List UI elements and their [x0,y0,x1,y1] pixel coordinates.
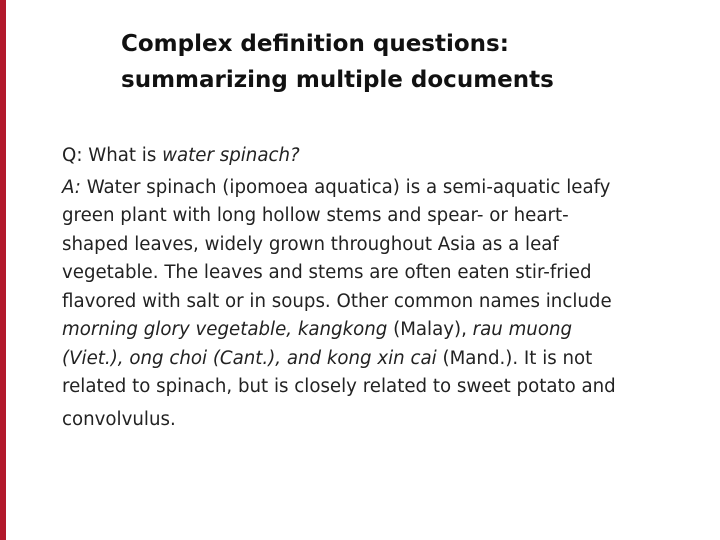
question-line [62,142,662,171]
answer-line-9: convolvulus. [62,408,176,430]
answer-line-4: vegetable. The leaves and stems are often eaten stir-fried [62,262,592,283]
question-text: What is [82,145,163,166]
slide-title [121,26,681,98]
slide-title-line-2: summarizing multiple documents [121,67,554,93]
answer-line-6-italic-a: morning glory vegetable, kangkong [62,319,388,340]
answer-line-6-plain: (Malay), [387,319,473,340]
answer-line-3: shaped leaves, widely grown throughout Asia as a leaf [62,233,559,255]
question-prefix: Q: [62,145,83,166]
answer-line-6-italic-b: rau muong [472,319,573,340]
answer-line-7-plain: (Mand.). It is not [436,347,593,369]
answer-text-1: Water spinach (ipomoea aquatica) is a semi-aquatic leafy [80,176,611,198]
answer-line-1 [62,174,662,203]
slide-title-line-1: Complex definition questions: [121,31,509,57]
answer-line-2: green plant with long hollow stems and spear- or heart- [62,205,569,226]
answer-prefix: A: [62,176,81,198]
answer-line-7 [62,345,662,374]
answer-line-8: related to spinach, but is closely related to sweet potato and [62,376,616,397]
slide-body [62,142,662,434]
slide-accent-bar [0,0,6,540]
answer-line-7-italic: (Viet.), ong choi (Cant.), and kong xin cai [62,347,437,369]
question-term: water spinach? [162,145,300,166]
answer-line-6 [62,316,662,345]
answer-line-5: flavored with salt or in soups. Other common names include [62,290,612,312]
